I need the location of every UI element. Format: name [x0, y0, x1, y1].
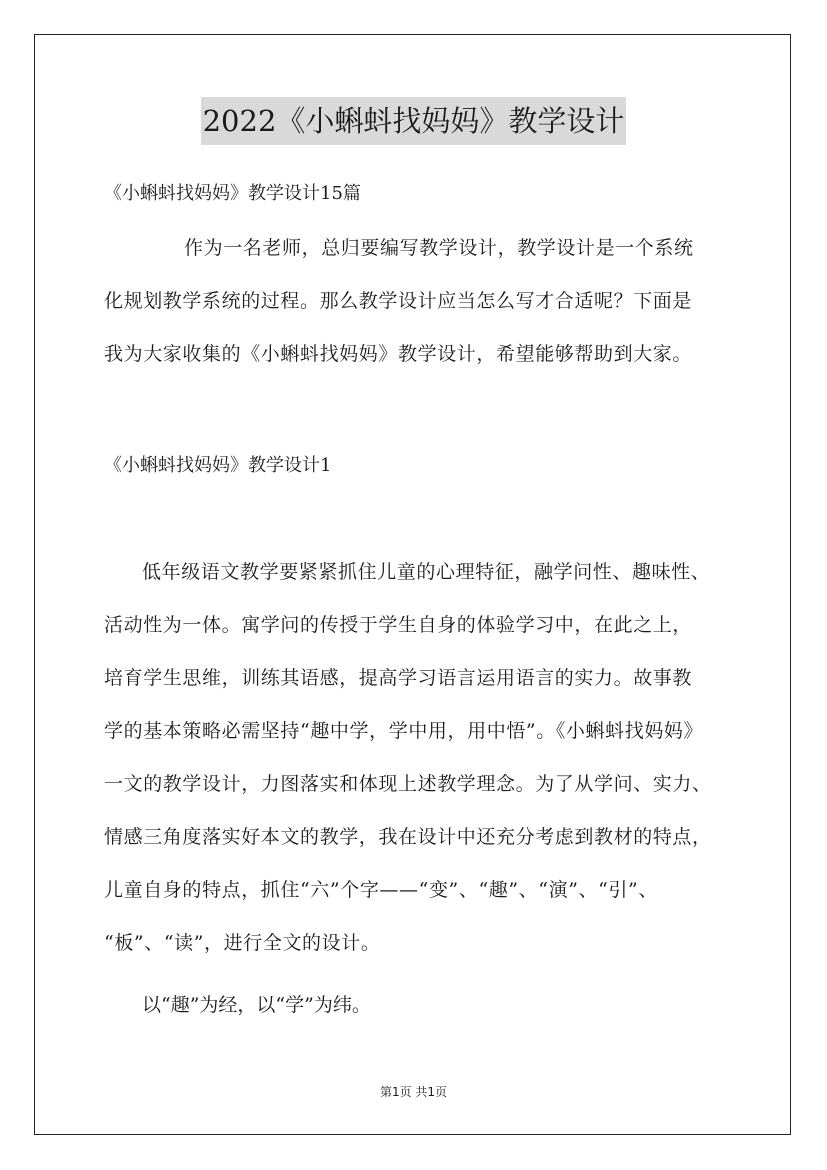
- document-subtitle: 《小蝌蚪找妈妈》教学设计15篇: [104, 183, 361, 204]
- section-heading: 《小蝌蚪找妈妈》教学设计1: [104, 455, 332, 476]
- document-title-wrapper: [0, 97, 827, 145]
- body-line: 活动性为一体。寓学问的传授于学生自身的体验学习中，在此之上，: [104, 614, 693, 636]
- intro-line: 我为大家收集的《小蝌蚪找妈妈》教学设计，希望能够帮助到大家。: [104, 343, 693, 365]
- body-line: “板”、“读”，进行全文的设计。: [104, 932, 381, 954]
- intro-line: 作为一名老师，总归要编写教学设计，教学设计是一个系统: [184, 237, 694, 259]
- closing-line: 以“趣”为经，以“学”为纬。: [142, 994, 371, 1016]
- body-line: 一文的教学设计，力图落实和体现上述教学理念。为了从学问、实力、: [104, 773, 712, 795]
- body-line: 培育学生思维，训练其语感，提高学习语言运用语言的实力。故事教: [104, 667, 693, 689]
- body-line: 低年级语文教学要紧紧抓住儿童的心理特征，融学问性、趣味性、: [142, 561, 711, 583]
- body-line: 儿童自身的特点，抓住“六”个字——“变”、“趣”、“演”、“引”、: [104, 879, 658, 901]
- body-line: 学的基本策略必需坚持“趣中学，学中用，用中悟”。《小蝌蚪找妈妈》: [104, 720, 704, 742]
- document-title: 2022《小蝌蚪找妈妈》教学设计: [201, 97, 627, 145]
- intro-paragraph: [104, 222, 744, 381]
- intro-line: 化规划教学系统的过程。那么教学设计应当怎么写才合适呢？下面是: [104, 290, 693, 312]
- page-footer: 第1页 共1页: [379, 1085, 448, 1099]
- body-paragraph: [104, 546, 744, 970]
- body-line: 情感三角度落实好本文的教学，我在设计中还充分考虑到教材的特点，: [104, 826, 712, 848]
